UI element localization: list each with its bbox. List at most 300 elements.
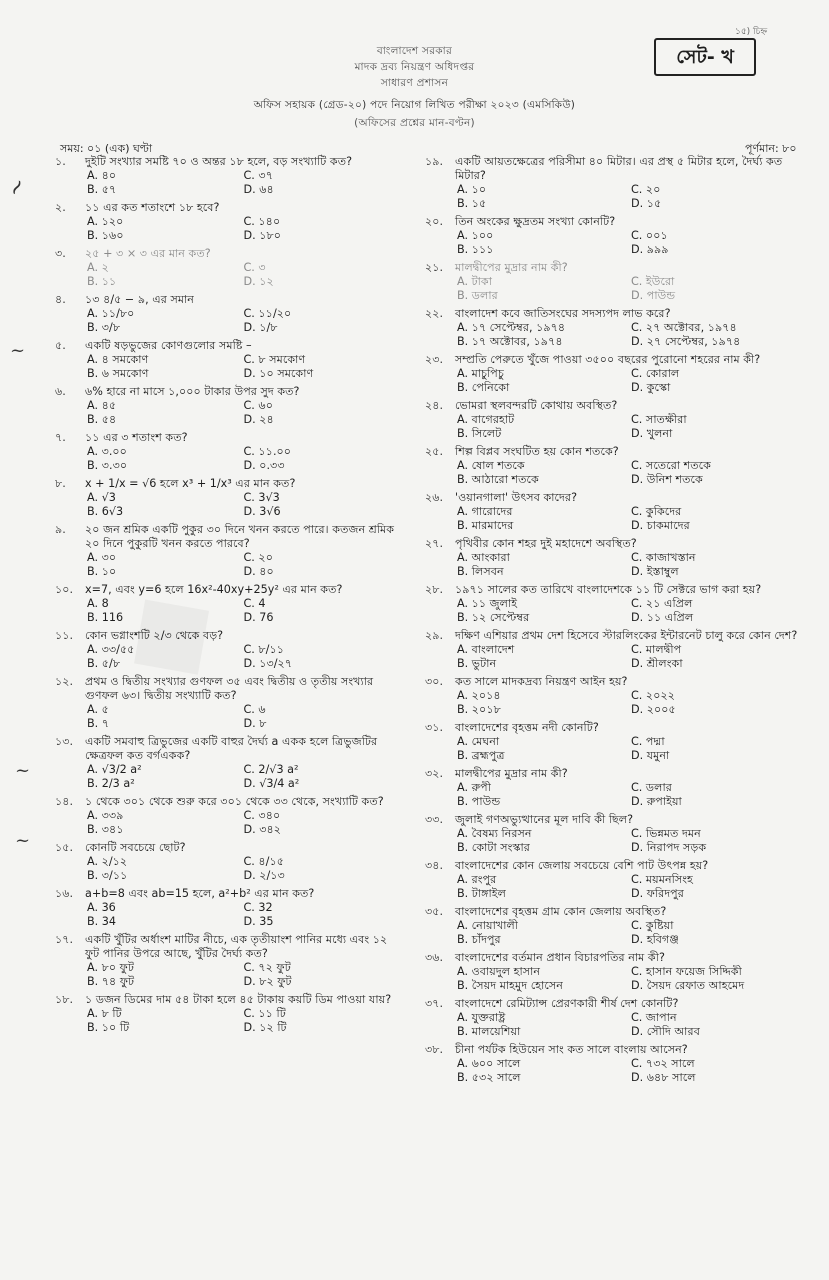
- handwritten-mark: ~: [15, 760, 31, 781]
- question-text: কোন ভগ্নাংশটি ২/৩ থেকে বড়?: [85, 629, 224, 642]
- answer-option: B. টাঙ্গাইল: [457, 887, 506, 900]
- answer-options: [425, 689, 805, 717]
- answer-option: D. ১২: [243, 275, 274, 288]
- answer-option: D. উনিশ শতকে: [631, 473, 703, 486]
- answer-option: D. ১৩/২৭: [243, 657, 293, 670]
- question-item: [55, 675, 400, 731]
- answer-option: B. ১১: [87, 275, 117, 288]
- answer-option: D. 35: [243, 915, 274, 928]
- answer-option: D. ২/১৩: [243, 869, 285, 882]
- answer-option: A. 8: [87, 597, 109, 610]
- question-text: জুলাই গণঅভ্যুত্থানের মূল দাবি কী ছিল?: [455, 813, 634, 826]
- answer-option: D. ৩৪২: [243, 823, 282, 836]
- answer-option: A. ৪ সমকোণ: [87, 353, 149, 366]
- question-number: ৯.: [55, 523, 66, 536]
- answer-option: C. ২০: [243, 551, 273, 564]
- answer-option: C. ২০: [631, 183, 661, 196]
- answer-option: A. ৮ টি: [87, 1007, 122, 1020]
- answer-option: C. ৩৭: [243, 169, 273, 182]
- question-item: [55, 735, 400, 791]
- answer-option: D. ইস্তাম্বুল: [631, 565, 679, 578]
- answer-option: D. ৮২ ফুট: [243, 975, 292, 988]
- answer-options: [55, 261, 400, 289]
- question-number: ১১.: [55, 629, 74, 642]
- question-item: [55, 385, 400, 427]
- answer-option: C. মালদ্বীপ: [631, 643, 682, 656]
- question-number: ১৪.: [55, 795, 74, 808]
- question-text: ভোমরা স্থলবন্দরটি কোথায় অবস্থিত?: [455, 399, 618, 412]
- answer-options: [425, 597, 805, 625]
- answer-options: [425, 229, 805, 257]
- answer-options: [55, 215, 400, 243]
- question-number: ২৯.: [425, 629, 444, 642]
- answer-option: D. ২০০৫: [631, 703, 676, 716]
- answer-option: D. ০.৩৩: [243, 459, 285, 472]
- answer-option: A. নোয়াখালী: [457, 919, 518, 932]
- answer-option: A. রংপুর: [457, 873, 497, 886]
- question-item: [425, 629, 805, 671]
- answer-options: [55, 901, 400, 929]
- answer-option: B. ১৫: [457, 197, 487, 210]
- header-line-4: অফিস সহায়ক (গ্রেড-২০) পদে নিয়োগ লিখিত পরীক্ষা ২০২৩ (এমসিকিউ): [253, 99, 576, 111]
- answer-option: C. সতেরো শতকে: [631, 459, 711, 472]
- answer-option: B. সৈয়দ মাহমুদ হোসেন: [457, 979, 563, 992]
- answer-option: A. ১১ জুলাই: [457, 597, 518, 610]
- answer-options: [425, 505, 805, 533]
- question-item: [425, 813, 805, 855]
- question-number: ২২.: [425, 307, 444, 320]
- answer-option: A. ১০: [457, 183, 487, 196]
- answer-option: C. 4: [243, 597, 266, 610]
- answer-option: B. ব্রহ্মপুত্র: [457, 749, 505, 762]
- question-item: [425, 583, 805, 625]
- answer-option: D. ৪০: [243, 565, 274, 578]
- question-number: ৩০.: [425, 675, 444, 688]
- question-number: ১৯.: [425, 155, 444, 168]
- question-number: ৩১.: [425, 721, 444, 734]
- answer-option: A. 36: [87, 901, 116, 914]
- question-number: ৩৬.: [425, 951, 444, 964]
- answer-option: B. ৭৪ ফুট: [87, 975, 135, 988]
- answer-option: C. ৭৩২ সালে: [631, 1057, 695, 1070]
- answer-option: B. ৫৪: [87, 413, 117, 426]
- answer-option: B. পাউন্ড: [457, 795, 501, 808]
- answer-option: C. ২৭ অক্টোবর, ১৯৭৪: [631, 321, 737, 334]
- answer-option: D. 3√6: [243, 505, 281, 518]
- answer-option: C. পদ্মা: [631, 735, 665, 748]
- answer-option: A. ৩.০০: [87, 445, 127, 458]
- answer-option: A. বাংলাদেশ: [457, 643, 515, 656]
- answer-options: [425, 459, 805, 487]
- answer-options: [425, 551, 805, 579]
- answer-option: C. কোরাল: [631, 367, 680, 380]
- answer-option: B. ১১১: [457, 243, 494, 256]
- answer-option: B. ৩/৮: [87, 321, 121, 334]
- question-item: [55, 155, 400, 197]
- answer-option: A. ৮০ ফুট: [87, 961, 134, 974]
- answer-option: C. ১১ টি: [243, 1007, 286, 1020]
- answer-option: D. সৌদি আরব: [631, 1025, 700, 1038]
- answer-option: B. ২০১৮: [457, 703, 501, 716]
- answer-options: [55, 445, 400, 473]
- answer-options: [55, 855, 400, 883]
- answer-option: C. 2/√3 a²: [243, 763, 299, 776]
- answer-option: B. ১০ টি: [87, 1021, 130, 1034]
- answer-options: [55, 703, 400, 731]
- question-number: ১৫.: [55, 841, 74, 854]
- question-number: ১৬.: [55, 887, 74, 900]
- question-number: ১৭.: [55, 933, 74, 946]
- set-label: সেট- খ: [654, 38, 756, 76]
- answer-options: [425, 183, 805, 211]
- answer-option: D. কুস্কো: [631, 381, 671, 394]
- answer-option: B. ১৭ অক্টোবর, ১৯৭৪: [457, 335, 563, 348]
- answer-option: A. √3/2 a²: [87, 763, 142, 776]
- answer-option: C. ইউরো: [631, 275, 675, 288]
- answer-options: [55, 491, 400, 519]
- question-text: বাংলাদেশের বর্তমান প্রধান বিচারপতির নাম কী?: [455, 951, 665, 964]
- question-text: সম্প্রতি পেরুতে খুঁজে পাওয়া ৩৫০০ বছরের পুরোনো শহরের নাম কী?: [455, 353, 761, 366]
- answer-option: D. ১৫: [631, 197, 662, 210]
- answer-option: C. কুষ্টিয়া: [631, 919, 674, 932]
- question-text: একটি খুঁটির অর্ধাংশ মাটির নীচে, এক তৃতীয়াংশ পানির মধ্যে এবং ১২ ফুট পানির উপরে আছে, খুঁটির দৈর্ঘ্য কত?: [85, 933, 388, 960]
- answer-option: C. ১১/২০: [243, 307, 292, 320]
- answer-options: [425, 275, 805, 303]
- question-item: [55, 477, 400, 519]
- answer-option: D. ফরিদপুর: [631, 887, 684, 900]
- answer-option: A. ২০১৪: [457, 689, 501, 702]
- answer-option: B. মালয়েশিয়া: [457, 1025, 521, 1038]
- answer-option: C. ৩৪০: [243, 809, 281, 822]
- answer-options: [425, 321, 805, 349]
- question-text: a+b=8 এবং ab=15 হলে, a²+b² এর মান কত?: [85, 887, 315, 900]
- question-text: বাংলাদেশে রেমিট্যান্স প্রেরণকারী শীর্ষ দেশ কোনটি?: [455, 997, 679, 1010]
- question-item: [425, 155, 805, 211]
- question-number: ৩৪.: [425, 859, 444, 872]
- answer-option: D. ১২ টি: [243, 1021, 287, 1034]
- answer-option: A. ৬০০ সালে: [457, 1057, 521, 1070]
- answer-option: D. যমুনা: [631, 749, 670, 762]
- answer-option: A. গারোদের: [457, 505, 513, 518]
- answer-option: B. কোটা সংস্কার: [457, 841, 530, 854]
- question-text: দুইটি সংখ্যার সমষ্টি ৭০ ও অন্তর ১৮ হলে, বড় সংখ্যাটি কত?: [85, 155, 353, 168]
- question-text: তিন অংকের ক্ষুদ্রতম সংখ্যা কোনটি?: [455, 215, 616, 228]
- answer-option: B. 6√3: [87, 505, 124, 518]
- question-item: [425, 767, 805, 809]
- answer-options: [425, 413, 805, 441]
- answer-option: D. ৯৯৯: [631, 243, 669, 256]
- answer-option: C. ময়মনসিংহ: [631, 873, 693, 886]
- question-number: ৫.: [55, 339, 66, 352]
- answer-option: D. ১৮০: [243, 229, 282, 242]
- answer-option: C. ৬০: [243, 399, 273, 412]
- answer-options: [425, 1057, 805, 1085]
- answer-option: D. নিরাপদ সড়ক: [631, 841, 707, 854]
- question-item: [425, 307, 805, 349]
- answer-option: A. ওবায়দুল হাসান: [457, 965, 541, 978]
- answer-option: B. ৭: [87, 717, 110, 730]
- answer-options: [425, 827, 805, 855]
- answer-options: [55, 809, 400, 837]
- question-number: ৩৫.: [425, 905, 444, 918]
- answer-option: C. সাতক্ষীরা: [631, 413, 687, 426]
- answer-options: [55, 551, 400, 579]
- question-number: ১২.: [55, 675, 74, 688]
- answer-options: [55, 763, 400, 791]
- question-item: [55, 933, 400, 989]
- question-number: ২.: [55, 201, 66, 214]
- answer-options: [55, 399, 400, 427]
- question-item: [425, 1043, 805, 1085]
- answer-option: D. 76: [243, 611, 274, 624]
- answer-option: C. ৬: [243, 703, 266, 716]
- answer-option: B. ৫৭: [87, 183, 117, 196]
- answer-option: A. ১০০: [457, 229, 494, 242]
- question-item: [55, 841, 400, 883]
- question-item: [425, 905, 805, 947]
- question-text: দক্ষিণ এশিয়ার প্রথম দেশ হিসেবে স্টারলিংকের ইন্টারনেট চালু করে কোন দেশ?: [455, 629, 798, 642]
- question-number: ৩৩.: [425, 813, 444, 826]
- answer-option: B. সিলেট: [457, 427, 502, 440]
- answer-options: [425, 1011, 805, 1039]
- answer-option: A. রুপী: [457, 781, 491, 794]
- answer-option: C. কাজাখস্তান: [631, 551, 696, 564]
- question-text: ১৯৭১ সালের কত তারিখে বাংলাদেশকে ১১ টি সেক্টরে ভাগ করা হয়?: [455, 583, 762, 596]
- answer-option: B. ভুটান: [457, 657, 497, 670]
- answer-option: D. √3/4 a²: [243, 777, 300, 790]
- question-item: [55, 201, 400, 243]
- answer-option: B. ৫/৮: [87, 657, 121, 670]
- answer-option: A. ২: [87, 261, 109, 274]
- answer-option: C. ৮ সমকোণ: [243, 353, 306, 366]
- answer-option: D. ১১ এপ্রিল: [631, 611, 694, 624]
- answer-option: A. ৪৫: [87, 399, 117, 412]
- question-number: ৮.: [55, 477, 66, 490]
- question-number: ৬.: [55, 385, 66, 398]
- answer-option: A. ১১/৮০: [87, 307, 135, 320]
- answer-option: A. ২/১২: [87, 855, 128, 868]
- question-item: [55, 431, 400, 473]
- question-text: মালদ্বীপের মুদ্রার নাম কী?: [455, 767, 568, 780]
- question-item: [425, 445, 805, 487]
- question-number: ২১.: [425, 261, 444, 274]
- answer-option: C. ২০২২: [631, 689, 676, 702]
- question-text: বাংলাদেশ কবে জাতিসংঘের সদস্যপদ লাভ করে?: [455, 307, 671, 320]
- question-number: ৩.: [55, 247, 66, 260]
- question-text: ১৩ ৪/৫ − ৯, এর সমান: [85, 293, 194, 306]
- answer-options: [425, 965, 805, 993]
- question-number: ২৮.: [425, 583, 444, 596]
- answer-option: D. ৮: [243, 717, 267, 730]
- answer-option: D. ১০ সমকোণ: [243, 367, 314, 380]
- answer-options: [425, 643, 805, 671]
- answer-option: D. রুপাইয়া: [631, 795, 682, 808]
- question-text: কত সালে মাদকদ্রব্য নিয়ন্ত্রণ আইন হয়?: [455, 675, 628, 688]
- question-number: ১৮.: [55, 993, 74, 1006]
- answer-option: B. ১০: [87, 565, 117, 578]
- answer-option: A. ৩০: [87, 551, 117, 564]
- question-text: ৬% হারে না মাসে ১,০০০ টাকার উপর সুদ কত?: [85, 385, 300, 398]
- handwritten-mark: ~: [15, 830, 31, 851]
- question-text: কোনটি সবচেয়ে ছোট?: [85, 841, 186, 854]
- answer-option: C. ৪/১৫: [243, 855, 284, 868]
- answer-option: B. লিসবন: [457, 565, 504, 578]
- answer-option: D. পাউন্ড: [631, 289, 676, 302]
- total-marks: পূর্ণমান: ৮০: [745, 142, 797, 155]
- answer-option: D. সৈয়দ রেফাত আহমেদ: [631, 979, 745, 992]
- answer-option: B. ৩/১১: [87, 869, 128, 882]
- answer-option: C. ডলার: [631, 781, 672, 794]
- question-number: ১০.: [55, 583, 74, 596]
- answer-options: [425, 367, 805, 395]
- question-item: [55, 293, 400, 335]
- answer-option: B. পেনিকো: [457, 381, 510, 394]
- question-number: ২৭.: [425, 537, 444, 550]
- question-item: [55, 887, 400, 929]
- answer-options: [55, 169, 400, 197]
- question-text: 'ওয়ানগালা' উৎসব কাদের?: [455, 491, 578, 504]
- question-item: [55, 523, 400, 579]
- answer-option: B. 2/3 a²: [87, 777, 135, 790]
- question-number: ২০.: [425, 215, 444, 228]
- question-text: প্রথম ও দ্বিতীয় সংখ্যার গুণফল ৩৫ এবং দ্বিতীয় ও তৃতীয় সংখ্যার গুণফল ৬৩। দ্বিতীয় সংখ্যাটি কত?: [85, 675, 374, 702]
- exam-time: সময়: ০১ (এক) ঘণ্টা: [60, 142, 153, 155]
- question-item: [425, 261, 805, 303]
- question-text: x=7, এবং y=6 হলে 16x²-40xy+25y² এর মান কত?: [85, 583, 343, 596]
- answer-option: B. চাঁদপুর: [457, 933, 501, 946]
- answer-option: A. মাচুপিচু: [457, 367, 504, 380]
- answer-option: A. টাকা: [457, 275, 492, 288]
- header-line-3: সাধারণ প্রশাসন: [380, 77, 449, 89]
- handwritten-mark: ~: [10, 340, 26, 361]
- question-text: একটি আয়তক্ষেত্রের পরিসীমা ৪০ মিটার। এর প্রস্থ ৫ মিটার হলে, দৈর্ঘ্য কত মিটার?: [455, 155, 783, 182]
- question-text: পৃথিবীর কোন শহর দুই মহাদেশে অবস্থিত?: [455, 537, 637, 550]
- answer-option: C. হাসান ফয়েজ সিদ্দিকী: [631, 965, 742, 978]
- answer-option: C. ২১ এপ্রিল: [631, 597, 693, 610]
- answer-option: C. ৩: [243, 261, 266, 274]
- question-item: [425, 353, 805, 395]
- answer-option: D. হবিগঞ্জ: [631, 933, 679, 946]
- answer-options: [55, 307, 400, 335]
- question-text: ১ ডজন ডিমের দাম ৫৪ টাকা হলে ৪৫ টাকায় কয়টি ডিম পাওয়া যায়?: [85, 993, 392, 1006]
- answer-option: A. বৈষম্য নিরসন: [457, 827, 532, 840]
- question-text: বাংলাদেশের বৃহত্তম গ্রাম কোন জেলায় অবস্থিত?: [455, 905, 667, 918]
- question-number: ২৬.: [425, 491, 444, 504]
- answer-option: C. 3√3: [243, 491, 280, 504]
- answer-option: D. ৬৪৮ সালে: [631, 1071, 696, 1084]
- answer-option: C. কুকিদের: [631, 505, 682, 518]
- answer-option: B. ১২ সেপ্টেম্বর: [457, 611, 530, 624]
- question-text: একটি ষড়ভুজের কোণগুলোর সমষ্টি –: [85, 339, 252, 352]
- question-item: [55, 247, 400, 289]
- question-item: [55, 339, 400, 381]
- answer-options: [425, 873, 805, 901]
- answer-options: [425, 735, 805, 763]
- answer-option: B. ১৬০: [87, 229, 124, 242]
- answer-option: C. ৮/১১: [243, 643, 284, 656]
- question-item: [55, 795, 400, 837]
- corner-note: ১৫) চিহ্ন: [735, 27, 768, 37]
- question-text: ২০ জন শ্রমিক একটি পুকুর ৩০ দিনে খনন করতে পারে। কতজন শ্রমিক ২০ দিনে পুকুরটি খনন করতে পারবে?: [85, 523, 395, 550]
- answer-option: A. ষোল শতকে: [457, 459, 525, 472]
- question-text: ১১ এর কত শতাংশে ১৮ হবে?: [85, 201, 220, 214]
- answer-option: B. ৩৪১: [87, 823, 124, 836]
- answer-option: D. ২৪: [243, 413, 274, 426]
- answer-option: D. ১/৮: [243, 321, 278, 334]
- question-item: [425, 951, 805, 993]
- answer-option: C. ১৪০: [243, 215, 281, 228]
- question-number: ২৩.: [425, 353, 444, 366]
- question-number: ৩৮.: [425, 1043, 444, 1056]
- question-number: ৪.: [55, 293, 66, 306]
- answer-option: A. যুক্তরাষ্ট্র: [457, 1011, 506, 1024]
- answer-option: B. ৬ সমকোণ: [87, 367, 149, 380]
- answer-option: B. 116: [87, 611, 124, 624]
- answer-option: B. 34: [87, 915, 117, 928]
- question-number: ৭.: [55, 431, 66, 444]
- question-item: [425, 537, 805, 579]
- question-text: ১ থেকে ৩০১ থেকে শুরু করে ৩০১ থেকে ৩৩ থেকে, সংখ্যাটি কত?: [85, 795, 384, 808]
- answer-option: A. ৪০: [87, 169, 117, 182]
- question-item: [55, 993, 400, 1035]
- answer-option: C. ৭২ ফুট: [243, 961, 291, 974]
- answer-option: B. মারমাদের: [457, 519, 514, 532]
- right-question-column: [425, 155, 805, 1089]
- answer-option: D. খুলনা: [631, 427, 673, 440]
- answer-option: D. শ্রীলংকা: [631, 657, 683, 670]
- answer-option: C. 32: [243, 901, 273, 914]
- question-number: ১.: [55, 155, 66, 168]
- answer-option: C. জাপান: [631, 1011, 677, 1024]
- answer-option: D. ২৭ সেপ্টেম্বর, ১৯৭৪: [631, 335, 741, 348]
- question-item: [425, 859, 805, 901]
- answer-option: A. ৩৩/৫৫: [87, 643, 135, 656]
- question-item: [425, 215, 805, 257]
- answer-options: [425, 919, 805, 947]
- question-number: ২৪.: [425, 399, 444, 412]
- question-item: [425, 491, 805, 533]
- question-text: ১১ এর ৩ শতাংশ কত?: [85, 431, 188, 444]
- answer-option: A. বাগেরহাট: [457, 413, 515, 426]
- answer-option: A. ৫: [87, 703, 109, 716]
- answer-option: C. ০০১: [631, 229, 668, 242]
- question-item: [425, 721, 805, 763]
- answer-option: A. ১৭ সেপ্টেম্বর, ১৯৭৪: [457, 321, 566, 334]
- answer-options: [55, 353, 400, 381]
- answer-option: A. √3: [87, 491, 116, 504]
- question-number: ৩২.: [425, 767, 444, 780]
- answer-option: C. ১১.০০: [243, 445, 292, 458]
- question-number: ১৩.: [55, 735, 74, 748]
- answer-option: B. আঠারো শতকে: [457, 473, 539, 486]
- question-text: একটি সমবাহু ত্রিভুজের একটি বাহুর দৈর্ঘ্য a একক হলে ত্রিভুজটির ক্ষেত্রফল কত বর্গএকক?: [85, 735, 378, 762]
- answer-option: B. ৫৩২ সালে: [457, 1071, 521, 1084]
- question-text: ২৫ + ৩ × ৩ এর মান কত?: [85, 247, 211, 260]
- answer-option: D. ৬৪: [243, 183, 274, 196]
- answer-options: [425, 781, 805, 809]
- question-text: x + 1/x = √6 হলে x³ + 1/x³ এর মান কত?: [85, 477, 296, 490]
- question-text: চীনা পর্যটক হিউয়েন সাং কত সালে বাংলায় আসেন?: [455, 1043, 688, 1056]
- header-line-5: (অফিসের প্রশ্নের মান-বণ্টন): [354, 117, 475, 129]
- question-text: মালদ্বীপের মুদ্রার নাম কী?: [455, 261, 568, 274]
- question-item: [425, 399, 805, 441]
- answer-options: [55, 1007, 400, 1035]
- answer-option: A. ৩৩৯: [87, 809, 124, 822]
- question-text: বাংলাদেশের কোন জেলায় সবচেয়ে বেশি পাট উৎপন্ন হয়?: [455, 859, 709, 872]
- answer-option: C. ভিন্নমত দমন: [631, 827, 701, 840]
- answer-option: A. আংকারা: [457, 551, 510, 564]
- answer-option: A. ১২০: [87, 215, 124, 228]
